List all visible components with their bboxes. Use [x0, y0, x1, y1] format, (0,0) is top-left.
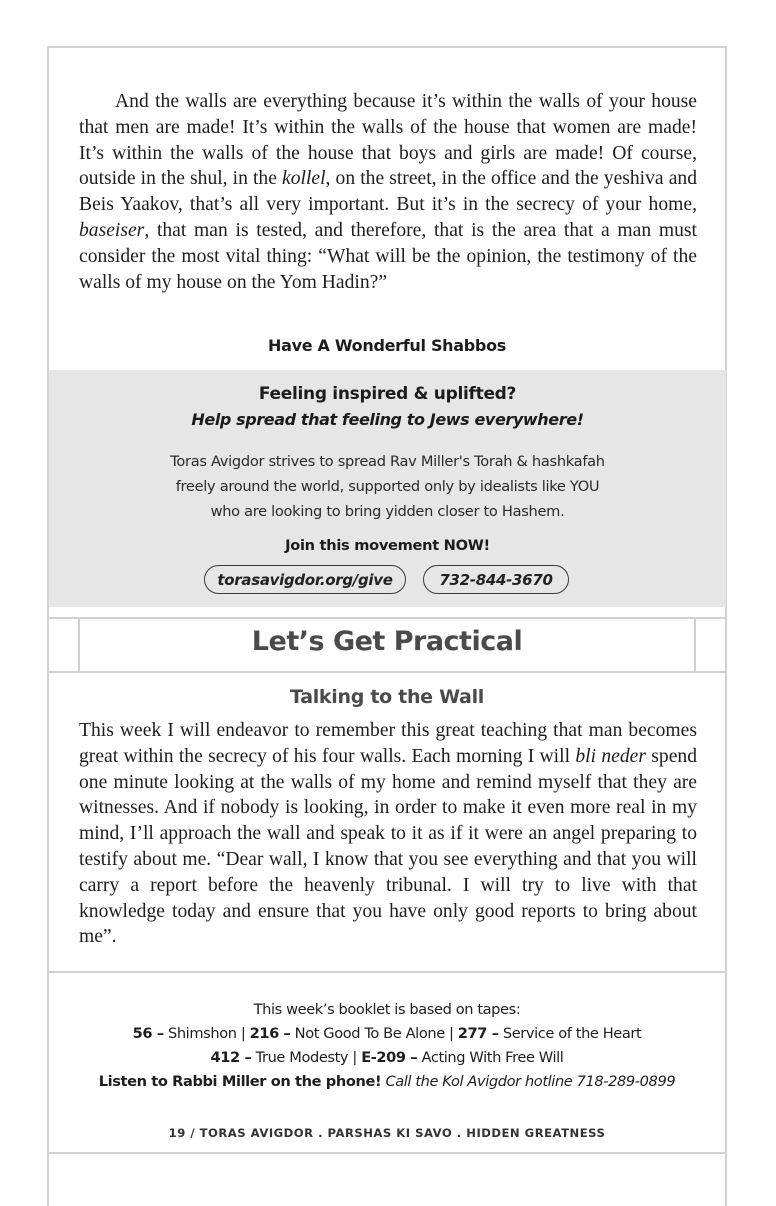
- hotline-lead: Listen to Rabbi Miller on the phone!: [98, 1073, 382, 1090]
- tape-title: Shimshon: [163, 1025, 237, 1042]
- tapes-line: [47, 1022, 727, 1046]
- signoff: Have A Wonderful Shabbos: [268, 336, 506, 355]
- promo-body-line: Toras Avigdor strives to spread Rav Miller's Torah & hashkafah: [170, 453, 605, 470]
- separator: |: [348, 1049, 362, 1066]
- article-paragraph: [79, 89, 697, 295]
- hotline-number: Call the Kol Avigdor hotline 718-289-0899: [381, 1073, 676, 1090]
- divider: [47, 1152, 727, 1154]
- tape-title: True Modesty: [251, 1049, 349, 1066]
- donate-website-link[interactable]: torasavigdor.org/give: [204, 565, 406, 594]
- tape-number: 412 –: [210, 1049, 252, 1066]
- hotline-line: [47, 1070, 727, 1094]
- tapes-intro: This week’s booklet is based on tapes:: [253, 1001, 521, 1018]
- paragraph-text: , that man is tested, and therefore, that is the area that a man must consider the most vital thing: “What will be the opinion, the testimony of the walls of my house on the Yom Hadin?”: [79, 219, 697, 293]
- donation-promo-box: [49, 370, 726, 607]
- section-header-band: [47, 617, 727, 673]
- tape-number: E-209 –: [361, 1049, 418, 1066]
- separator: |: [444, 1025, 458, 1042]
- donate-phone-link[interactable]: 732-844-3670: [423, 565, 569, 594]
- section-subtitle: Talking to the Wall: [289, 686, 485, 708]
- paragraph-text: And the walls are everything because it’s within the walls of your house that men are made! It’s within the walls of the house that women are made! It’s within the walls of the house that boys and girls are made! Of course, outside in the shul, in the: [79, 91, 697, 190]
- paragraph-text: , on the street, in the office and the yeshiva and Beis Yaakov, that’s all very important. But it’s in the secrecy of your home,: [79, 168, 697, 216]
- tapes-line: [47, 1046, 727, 1070]
- tape-number: 56 –: [132, 1025, 164, 1042]
- tape-title: Acting With Free Will: [417, 1049, 564, 1066]
- tape-number: 277 –: [457, 1025, 499, 1042]
- divider: [47, 971, 727, 973]
- section-title: Let’s Get Practical: [251, 626, 523, 657]
- promo-body-line: freely around the world, supported only by idealists like YOU: [175, 478, 600, 495]
- italic-term: kollel: [282, 168, 326, 190]
- tape-title: Not Good To Be Alone: [290, 1025, 445, 1042]
- promo-body: [109, 449, 666, 524]
- tapes-credits: [47, 998, 727, 1094]
- tape-title: Service of the Heart: [498, 1025, 642, 1042]
- separator: |: [236, 1025, 250, 1042]
- paragraph-text: This week I will endeavor to remember this great teaching that man becomes great within the secrecy of his four walls. Each morning I will: [79, 720, 697, 767]
- promo-heading: Feeling inspired & uplifted?: [258, 384, 517, 404]
- tape-number: 216 –: [249, 1025, 291, 1042]
- promo-cta: Join this movement NOW!: [285, 537, 490, 554]
- promo-body-line: who are looking to bring yidden closer to Hashem.: [210, 503, 565, 520]
- page-footer: 19 / TORAS AVIGDOR . PARSHAS KI SAVO . HIDDEN GREATNESS: [168, 1126, 606, 1140]
- practical-paragraph: [79, 718, 697, 950]
- promo-subheading: Help spread that feeling to Jews everywhere!: [191, 410, 584, 429]
- paragraph-text: spend one minute looking at the walls of my home and remind myself that they are witnesses. And if nobody is looking, in order to make it even more real in my mind, I’ll approach the wall and speak to it as if it were an angel preparing to testify about me. “Dear wall, I know that you see everything and that you will carry a report before the heavenly tribunal. I will try to live with that knowledge today and ensure that you have only good reports to bring about me”.: [79, 745, 697, 948]
- italic-term: bli neder: [575, 745, 646, 767]
- italic-term: baseiser: [79, 219, 145, 241]
